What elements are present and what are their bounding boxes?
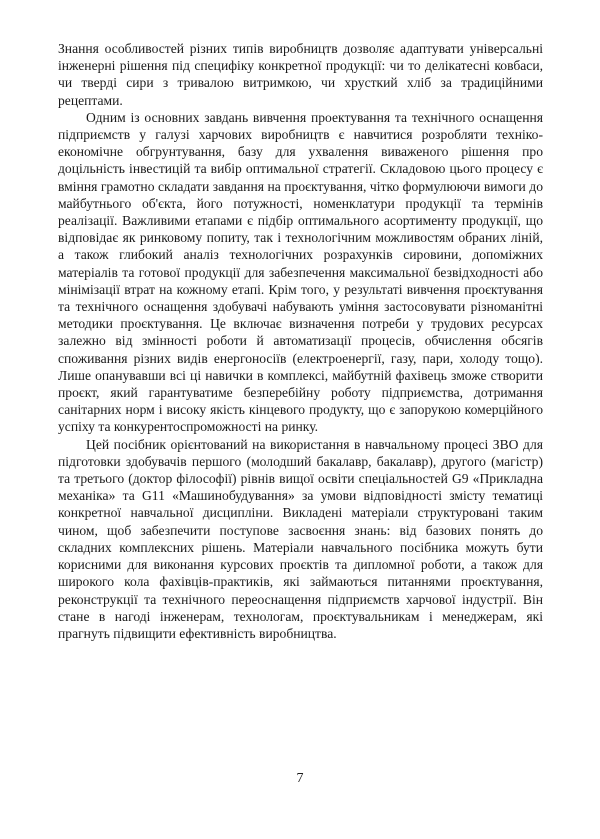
paragraph-textbook-purpose: Цей посібник орієнтований на використання в навчальному процесі ЗВО для підготовки здобувачів першого (молодший бакалавр, бакалавр), другого (магістр) та третього (доктор філософії) рівнів вищої освіти спеціальностей G9 «Прикладна механіка» та G11 «Машинобудування» за умови відповідності змісту тематиці конкретної навчальної дисципліни. Викладені матеріали структуровані таким чином, щоб забезпечити поступове засвоєння знань: від базових понять до складних комплексних рішень. Матеріали навчального посібника можуть бути корисними для виконання курсових проєктів та дипломної роботи, а також для широкого кола фахівців-практиків, які займаються питаннями проєктування, реконструкції та технічного переоснащення підприємств харчової індустрії. Він стане в нагоді інженерам, технологам, проєктувальникам і менеджерам, які прагнуть підвищити ефективність виробництва. — [58, 436, 543, 641]
paragraph-design-tasks: Одним із основних завдань вивчення проектування та технічного оснащення підприємств у галузі харчових виробництв є навчитися розробляти техніко-економічне обгрунтування, базу для ухвалення виваженого рішення про доцільність інвестицій та вибір оптимальної стратегії. Складовою цього процесу є вміння грамотно складати завдання на проєктування, чітко формулюючи вимоги до майбутнього об'єкта, його потужності, номенклатури продукції та термінів реалізації. Важливими етапами є підбір оптимального асортименту продукції, що відповідає як ринковому попиту, так і технологічним можливостям обраних ліній, а також глибокий аналіз технологічних розрахунків сировини, допоміжних матеріалів та готової продукції для забезпечення максимальної безвідходності або мінімізації втрат на кожному етапі. Крім того, у результаті вивчення проєктування та технічного оснащення здобувачі набувають уміння застосовувати різноманітні методики проєктування. Це включає визначення потреби у трудових ресурсах залежно від змінності роботи й автоматизації процесів, обчислення обсягів споживання різних видів енергоносіїв (електроенергії, газу, пари, холоду тощо). Лише опанувавши всі ці навички в комплексі, майбутній фахівець зможе створити проєкт, який гарантуватиме безперебійну роботу підприємства, дотримання санітарних норм і високу якість кінцевого продукту, що є запорукою комерційного успіху та конкурентоспроможності на ринку. — [58, 109, 543, 435]
page-number: 7 — [296, 771, 304, 786]
paragraph-intro: Знання особливостей різних типів виробництв дозволяє адаптувати універсальні інженерні рішення під специфіку конкретної продукції: чи то делікатесні ковбаси, чи тверді сири з тривалою витримкою, чи хрусткий хліб за традиційними рецептами. — [58, 41, 543, 108]
page-body — [58, 40, 543, 642]
